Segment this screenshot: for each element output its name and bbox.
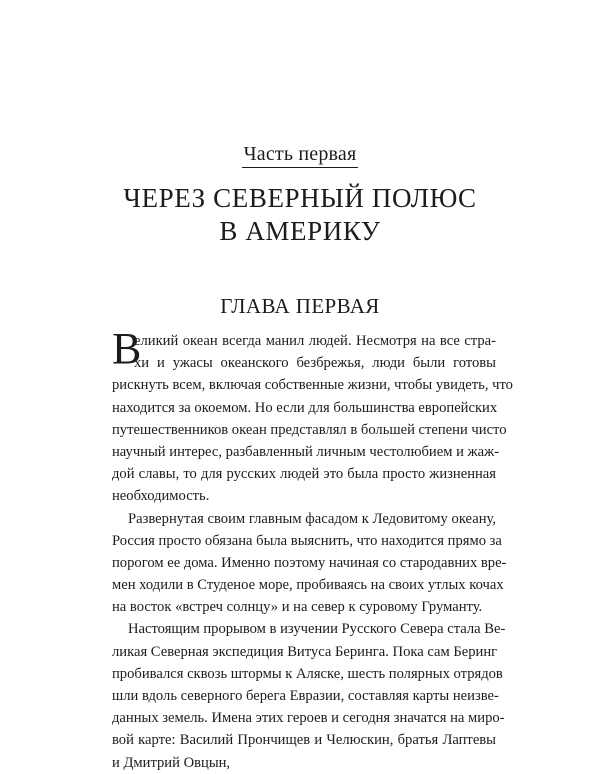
text-line: данных земель. Имена этих героев и сегодня значатся на миро- — [112, 710, 505, 727]
text-line: рискнуть всем, включая собственные жизни, чтобы увидеть, что — [112, 377, 513, 394]
text-line: необходимость. — [112, 488, 210, 505]
text-line: хи и ужасы океанского безбрежья, люди были готовы — [134, 355, 496, 372]
text-line: и Дмитрий Овцын, — [112, 754, 231, 771]
text-line: находится за окоемом. Но если для большинства европейских — [112, 399, 498, 416]
text-line: на восток «встреч солнцу» и на север к суровому Груманту. — [112, 599, 483, 616]
chapter-body — [112, 324, 513, 774]
text-line: мен ходили в Студеное море, пробиваясь на своих утлых кочах — [112, 577, 504, 594]
text-line: Настоящим прорывом в изучении Русского Севера стала Ве- — [128, 621, 506, 638]
part-title-line-1: ЧЕРЕЗ СЕВЕРНЫЙ ПОЛЮС — [123, 183, 477, 213]
text-line: ликая Северная экспедиция Витуса Беринга. Пока сам Беринг — [112, 643, 498, 660]
part-label: Часть первая — [242, 142, 359, 168]
text-line: Развернутая своим главным фасадом к Ледовитому океану, — [128, 510, 496, 527]
text-line: дой славы, то для русских людей это была просто жизненная — [112, 466, 496, 483]
text-line: вой карте: Василий Прончищев и Челюскин, братья Лаптевы — [112, 732, 496, 749]
part-title — [0, 182, 600, 248]
text-line: пробивался сквозь штормы к Аляске, шесть полярных отрядов — [112, 665, 503, 682]
text-line: шли вдоль северного берега Евразии, составляя карты неизве- — [112, 688, 499, 704]
part-title-line-2: В АМЕРИКУ — [219, 216, 381, 246]
text-line: путешественников океан представлял в большей степени чисто — [112, 421, 507, 438]
text-line: еликий океан всегда манил людей. Несмотря на все стра- — [134, 333, 496, 349]
text-line: Россия просто обязана была выяснить, что находится прямо за — [112, 532, 502, 549]
drop-cap: В — [112, 324, 142, 373]
part-heading — [0, 142, 600, 168]
text-line: порогом ее дома. Именно поэтому начиная со стародавних вре- — [112, 554, 507, 571]
text-line: научный интерес, разбавленный личным честолюбием и жаж- — [112, 443, 500, 460]
chapter-title: ГЛАВА ПЕРВАЯ — [220, 294, 380, 318]
